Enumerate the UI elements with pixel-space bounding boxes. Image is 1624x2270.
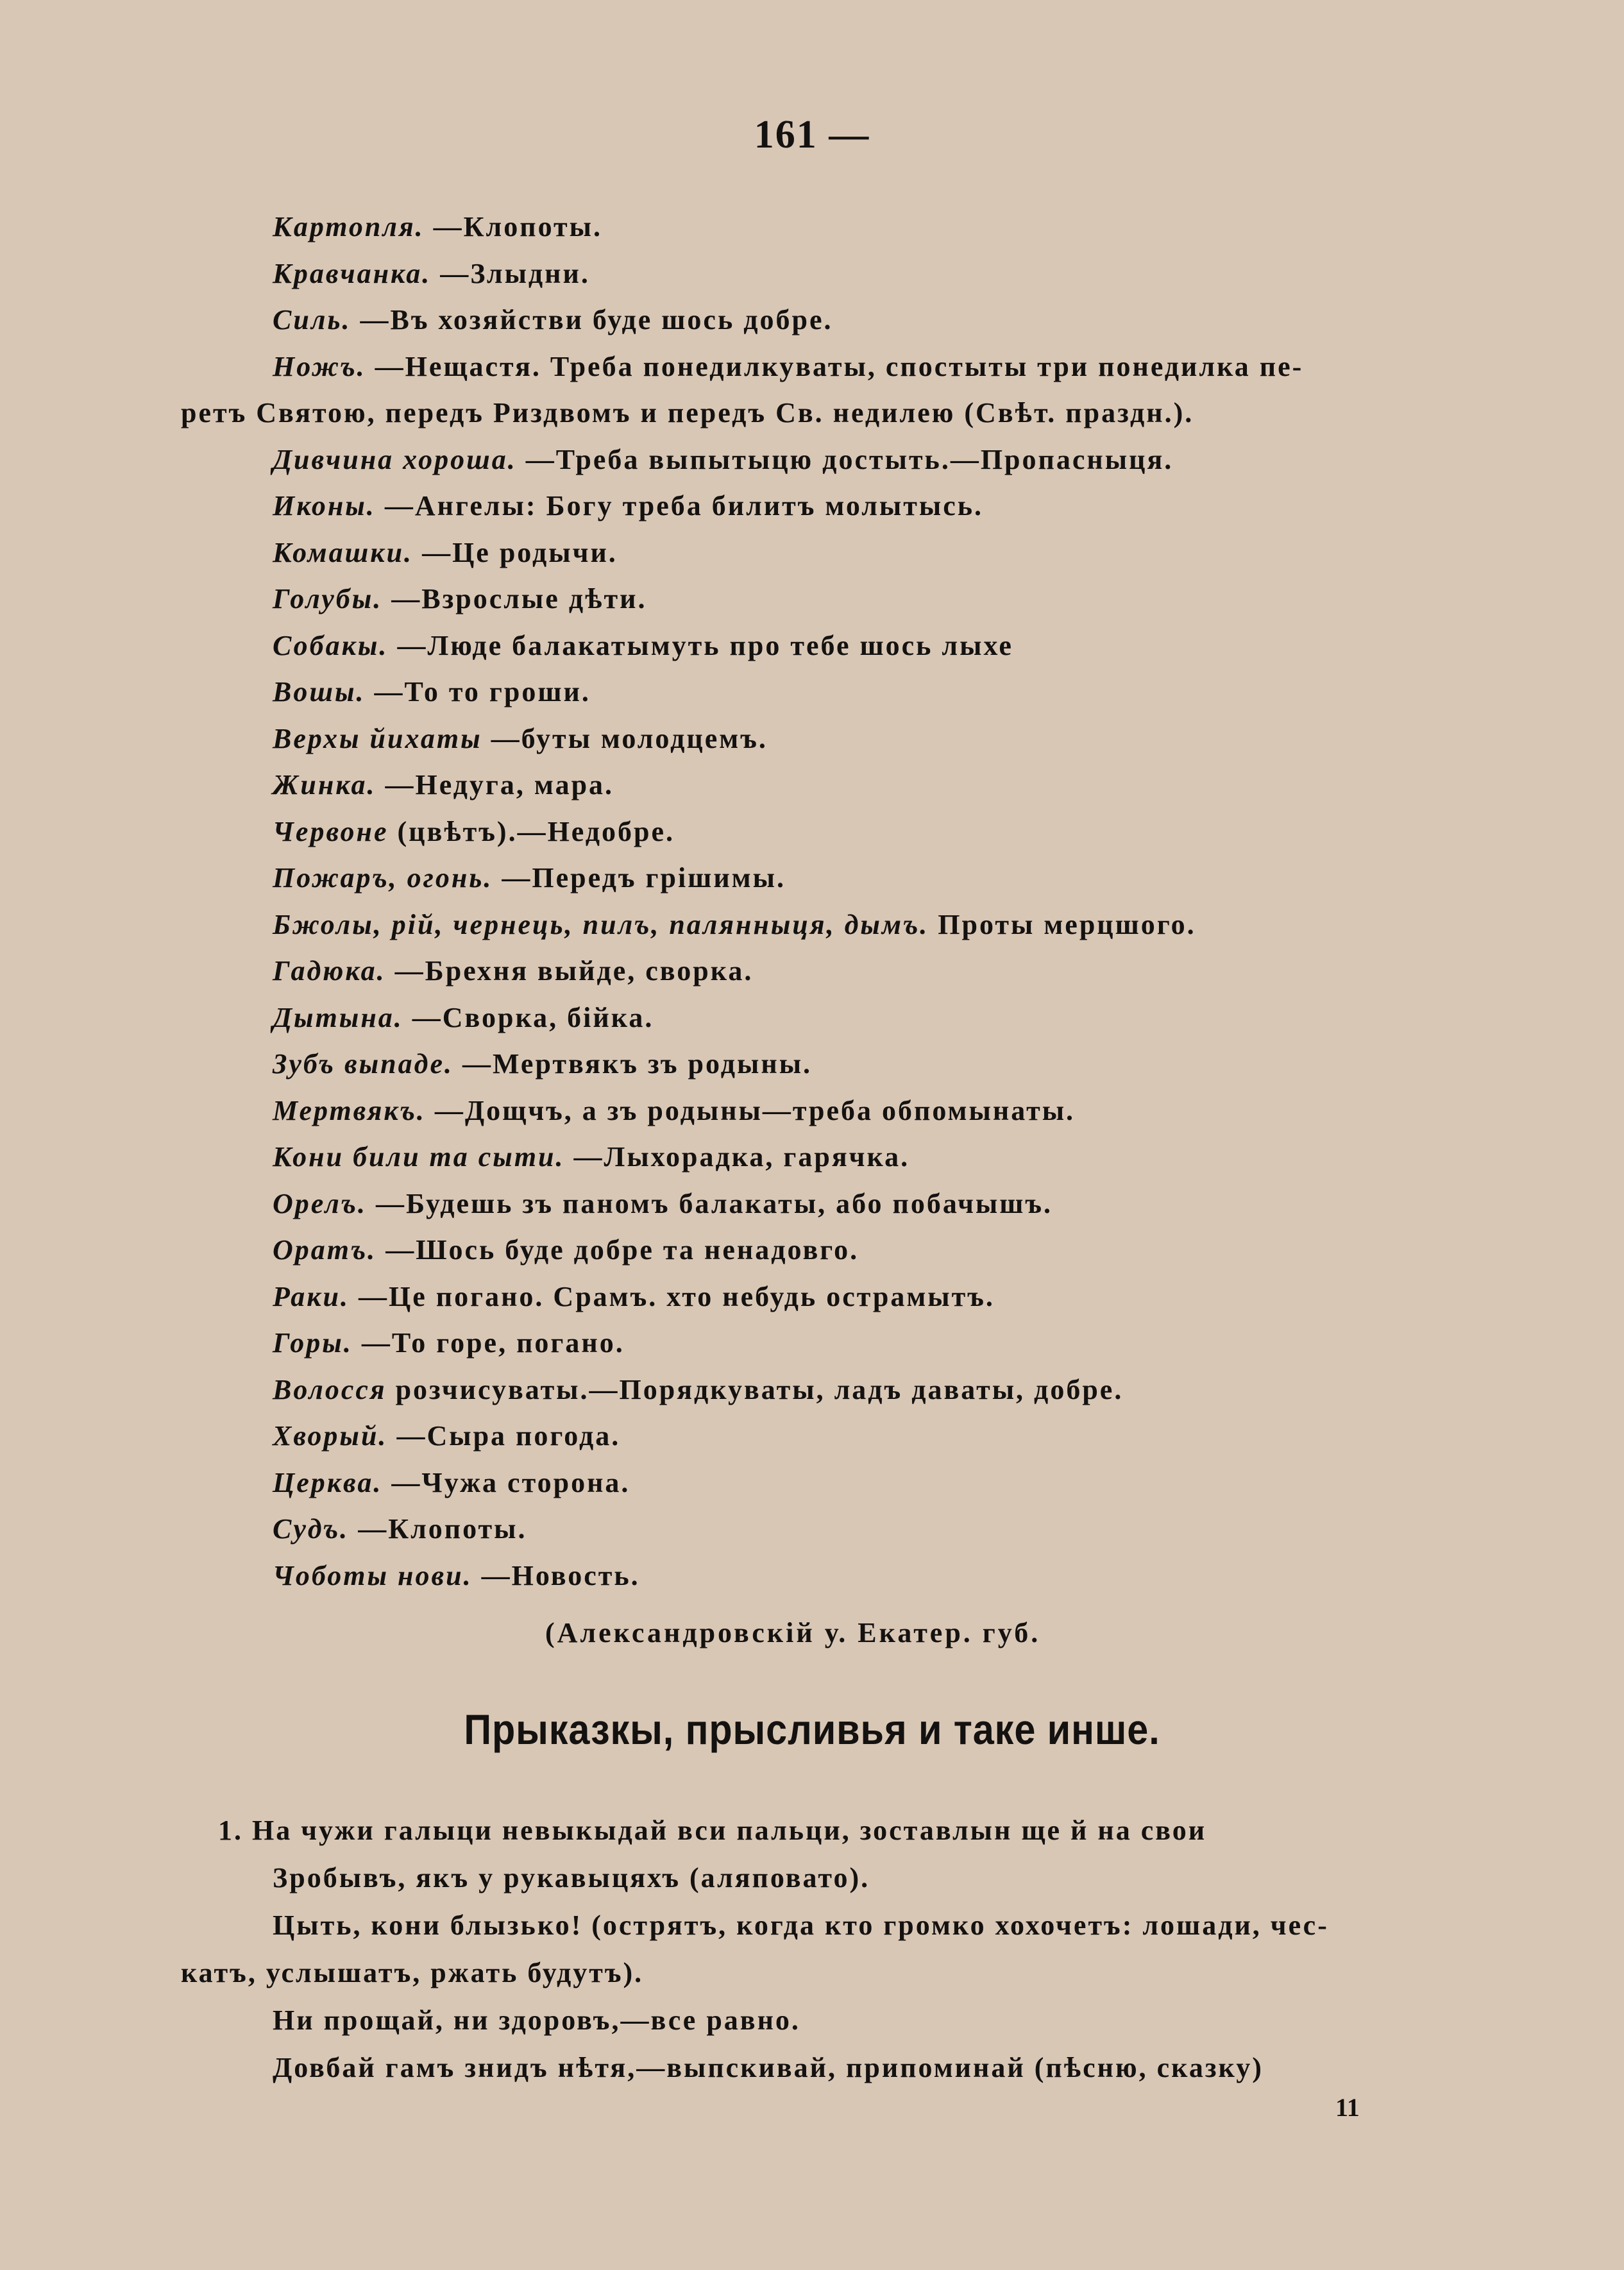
entry-item	[273, 902, 1446, 948]
entry-term: Картопля.	[273, 211, 425, 242]
entry-item	[273, 809, 1446, 855]
entry-definition: —Люде балакатымуть про тебе шось лыхе	[388, 629, 1013, 661]
entry-term: Вошы.	[273, 676, 366, 707]
entry-term: Оратъ.	[273, 1234, 377, 1266]
entry-term: Ножъ.	[273, 350, 366, 382]
entry-item	[273, 344, 1446, 390]
signature-mark: 11	[1335, 2093, 1360, 2122]
entry-definition: —Въ хозяйстви буде шось добре.	[351, 304, 833, 335]
section-title: Прыказкы, прысливья и таке инше.	[464, 1706, 1160, 1753]
entry-term: Силь.	[273, 304, 351, 335]
entry-item	[273, 623, 1446, 669]
source-attribution: (Александровскій у. Екатер. губ.	[545, 1617, 1041, 1648]
entry-definition: —Шось буде добре та ненадовго.	[376, 1234, 859, 1266]
entry-definition: —Це погано. Срамъ. хто небудь острамытъ.	[349, 1280, 995, 1312]
entry-item	[273, 1227, 1446, 1273]
entry-term: Хворый.	[273, 1420, 388, 1452]
entry-term: Комашки.	[273, 536, 414, 568]
entry-definition: —Клопоты.	[349, 1513, 527, 1545]
entry-term: Бжолы, рій, чернець, пилъ, палянныця, дымъ.	[273, 908, 929, 940]
entry-item	[273, 1506, 1446, 1552]
entry-term: Верхы йихаты	[273, 722, 482, 754]
proverb-line: Ни прощай, ни здоровъ,—все равно.	[273, 2004, 800, 2036]
entry-term: Орелъ.	[273, 1187, 367, 1219]
entry-definition: —То то гроши.	[365, 676, 591, 707]
entry-definition: —Сворка, бійка.	[403, 1001, 654, 1033]
entry-term: Кравчанка.	[273, 257, 432, 289]
entry-continuation: ретъ Святою, передъ Риздвомъ и передъ Св. недилею (Свѣт. праздн.).	[181, 397, 1194, 428]
entry-item	[273, 1553, 1446, 1599]
entry-item	[273, 204, 1446, 250]
entry-item	[273, 948, 1446, 994]
entry-item	[273, 251, 1446, 297]
entry-definition: —Це родычи.	[413, 536, 618, 568]
entry-item	[273, 297, 1446, 343]
entry-item	[273, 437, 1446, 483]
entry-term: Раки.	[273, 1280, 350, 1312]
entry-definition: —Брехня выйде, сворка.	[385, 955, 754, 987]
entry-item	[273, 995, 1446, 1041]
entry-definition: —Лыхорадка, гарячка.	[564, 1141, 910, 1173]
entry-definition: Проты мерцшого.	[929, 908, 1196, 940]
entry-definition: —То горе, погано.	[352, 1327, 625, 1359]
entry-term: Церква.	[273, 1466, 383, 1498]
proverb-line: катъ, услышатъ, ржать будутъ).	[181, 1957, 644, 1988]
entry-item	[273, 716, 1446, 762]
entry-term: Судъ.	[273, 1513, 350, 1545]
entry-item	[273, 855, 1446, 901]
entry-definition: —Передъ грішимы.	[493, 862, 786, 894]
entry-definition: (цвѣтъ).—Недобре.	[388, 815, 675, 847]
entry-definition: —Недуга, мара.	[376, 769, 614, 800]
entry-definition: —Мертвякъ зъ родыны.	[453, 1048, 813, 1080]
entry-definition: —Взрослые дѣти.	[382, 583, 647, 614]
entry-definition: —Клопоты.	[424, 211, 602, 242]
entry-definition: —Будешь зъ паномъ балакаты, або побачышъ.	[366, 1187, 1053, 1219]
entry-term: Гадюка.	[273, 955, 386, 987]
entry-definition: —Сыра погода.	[387, 1420, 621, 1452]
entry-definition: розчисуваты.—Порядкуваты, ладъ даваты, добре.	[386, 1373, 1124, 1405]
proverb-line: Довбай гамъ знидъ нѣтя,—выпскивай, припоминай (пѣсню, сказку)	[273, 2052, 1264, 2083]
entry-item	[273, 1088, 1446, 1134]
entry-definition: —Нещастя. Треба понедилкуваты, спостыты три понедилка пе-	[366, 350, 1304, 382]
entry-definition: —буты молодцемъ.	[482, 722, 768, 754]
entry-term: Мертвякъ.	[273, 1094, 426, 1126]
entry-term: Голубы.	[273, 583, 383, 614]
entry-term: Кони били та сыти.	[273, 1141, 565, 1173]
proverb-line: Цыть, кони блызько! (острятъ, когда кто громко хохочетъ: лошади, чес-	[273, 1910, 1329, 1941]
entry-item	[273, 576, 1446, 622]
entry-item	[273, 1413, 1446, 1459]
entry-term: Горы.	[273, 1327, 353, 1359]
entry-term: Дивчина хороша.	[273, 443, 517, 475]
entry-item	[273, 1134, 1446, 1180]
entry-term: Зубъ выпаде.	[273, 1048, 453, 1080]
entry-term: Жинка.	[273, 769, 376, 800]
proverb-line: 1. На чужи галыци невыкыдай вси пальци, зоставлын ще й на свои	[218, 1815, 1207, 1846]
entry-item	[273, 669, 1446, 715]
entry-term: Чоботы нови.	[273, 1559, 473, 1591]
entry-item	[273, 530, 1446, 576]
entry-definition: —Чужа сторона.	[382, 1466, 630, 1498]
entry-term: Собакы.	[273, 629, 389, 661]
entry-term: Иконы.	[273, 490, 376, 521]
entry-item	[273, 1181, 1446, 1227]
entry-item	[273, 483, 1446, 529]
entry-definition: —Треба выпытыцю достыть.—Пропасныця.	[516, 443, 1174, 475]
proverb-line: Зробывъ, якъ у рукавыцяхъ (аляповато).	[273, 1862, 870, 1893]
entry-item	[273, 1041, 1446, 1087]
entry-item	[273, 1367, 1446, 1413]
entry-term: Червоне	[273, 815, 389, 847]
entry-definition: —Злыдни.	[431, 257, 590, 289]
entry-item	[273, 762, 1446, 808]
entry-item	[273, 1320, 1446, 1366]
entry-definition: —Новость.	[472, 1559, 640, 1591]
entry-item	[273, 1274, 1446, 1320]
entry-term: Пожаръ, огонь.	[273, 862, 493, 894]
entry-definition: —Ангелы: Богу треба билитъ молытысь.	[375, 490, 984, 521]
page-number: 161 —	[754, 113, 870, 157]
entry-item	[273, 1460, 1446, 1506]
entry-term: Волосся	[273, 1373, 387, 1405]
entry-definition: —Дощчъ, а зъ родыны—треба обпомынаты.	[425, 1094, 1076, 1126]
entry-term: Дытына.	[273, 1001, 403, 1033]
